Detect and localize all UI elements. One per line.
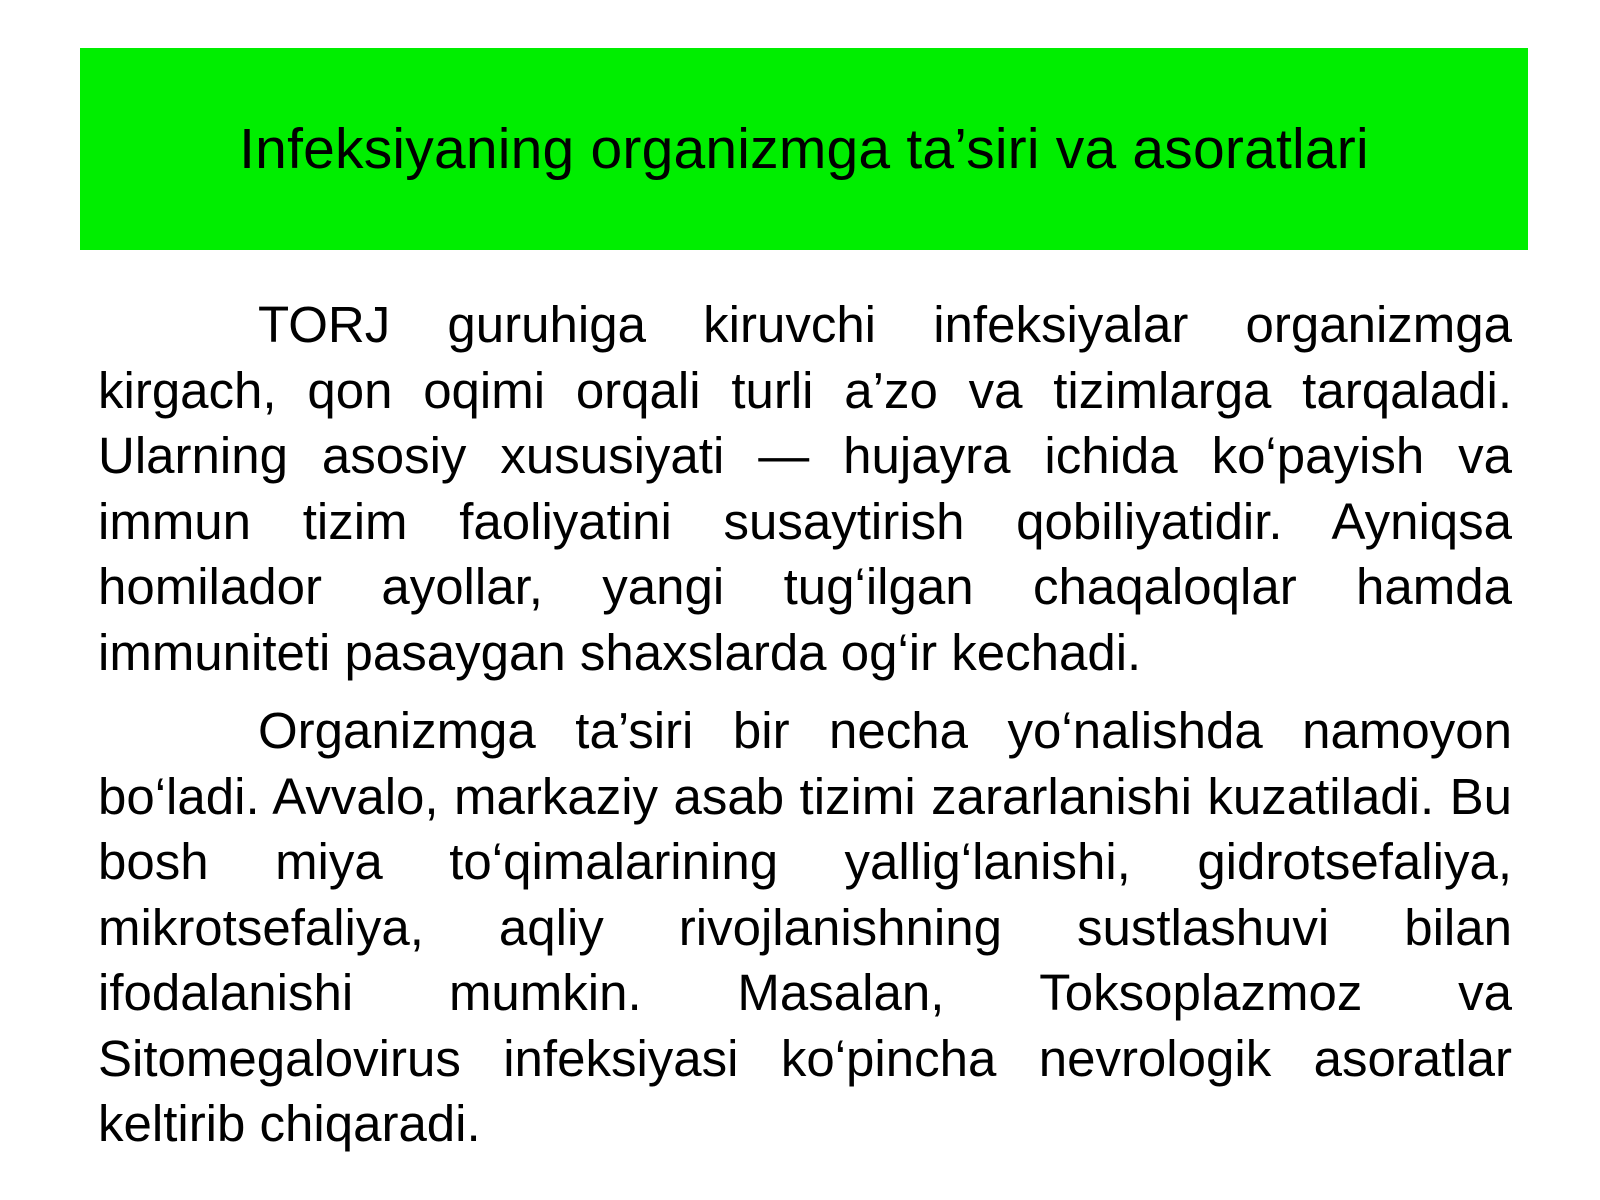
body-paragraph-1: TORJ guruhiga kiruvchi infeksiyalar organizmga kirgach, qon oqimi orqali turli a’zo va tizimlarga tarqaladi. Ularning asosiy xususiyati — hujayra ichida ko‘payish va immun tizim faoliyatini susaytirish qobiliyatidir. Ayniqsa homilador ayollar, yangi tug‘ilgan chaqaloqlar hamda immuniteti pasaygan shaxslarda og‘ir kechadi.: [98, 296, 1512, 681]
slide-title: Infeksiyaning organizmga ta’siri va asoratlari: [239, 116, 1369, 181]
slide-body: [98, 292, 1512, 1157]
body-paragraph-2: Organizmga ta’siri bir necha yo‘nalishda namoyon bo‘ladi. Avvalo, markaziy asab tizimi zararlanishi kuzatiladi. Bu bosh miya to‘qimalarining yallig‘lanishi, gidrotsefaliya, mikrotsefaliya, aqliy rivojlanishning sustlashuvi bilan ifodalanishi mumkin. Masalan, Toksoplazmoz va Sitomegalovirus infeksiyasi ko‘pincha nevrologik asoratlar keltirib chiqaradi.: [98, 702, 1512, 1152]
title-banner: [80, 48, 1528, 250]
